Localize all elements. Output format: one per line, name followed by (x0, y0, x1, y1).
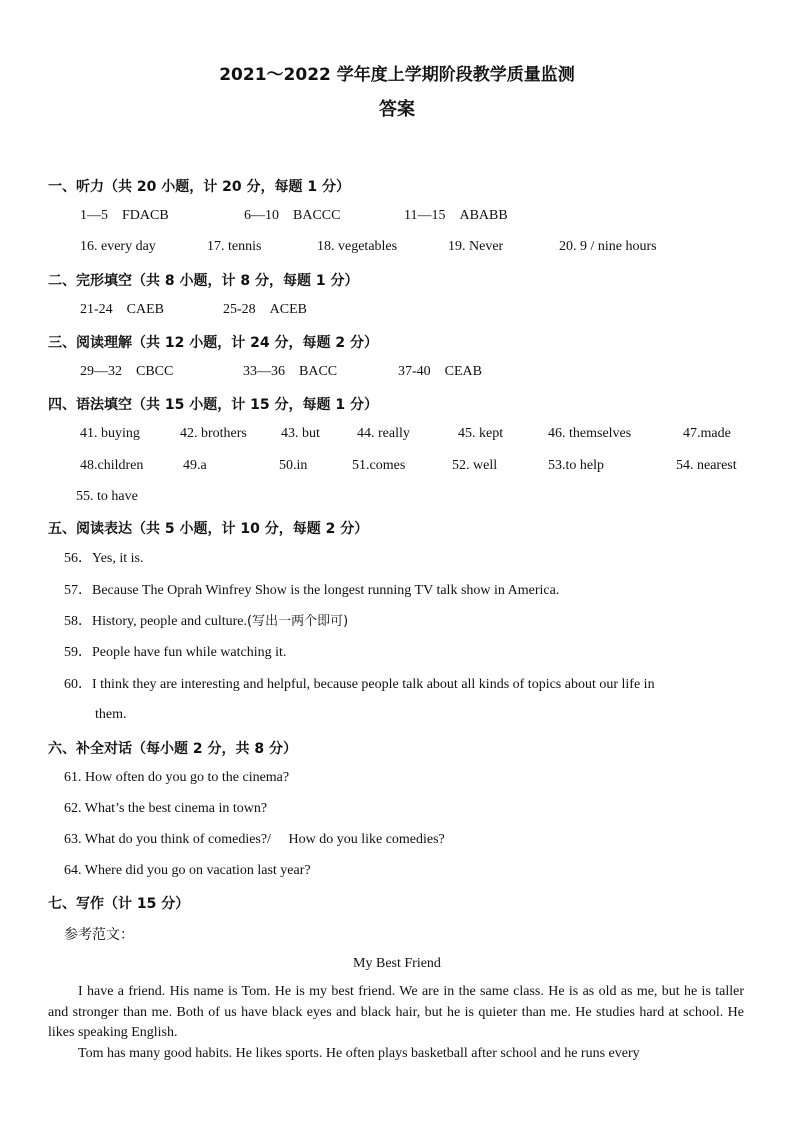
answer-item: 11—15 ABABB (404, 208, 508, 223)
answer-item: 52. well (452, 458, 498, 473)
answer-item: 46. themselves (548, 426, 632, 441)
answer-line: 64. Where did you go on vacation last year? (64, 863, 311, 878)
answer-item: 53.to help (548, 458, 604, 473)
answer-item: 55. to have (76, 489, 138, 504)
answer-item: 33—36 BACC (243, 364, 338, 379)
answer-text: 58．History, people and culture. (64, 614, 247, 629)
answer-line: 59．People have fun while watching it. (64, 645, 287, 660)
answer-item: 18. vegetables (317, 239, 398, 254)
answer-item: 19. Never (448, 239, 504, 254)
answer-item: 51.comes (352, 458, 406, 473)
page-subtitle: 答案 (379, 99, 415, 120)
answer-item: 47.made (683, 426, 731, 441)
answer-line: 60．I think they are interesting and helpful, because people talk about all kinds of topics about our life in (64, 677, 655, 692)
answer-item: 42. brothers (180, 426, 247, 441)
answer-item: 45. kept (458, 426, 504, 441)
answer-item: 29—32 CBCC (80, 364, 174, 379)
answer-item: 54. nearest (676, 458, 737, 473)
section-heading-reading: 三、阅读理解（共 12 小题，计 24 分，每题 2 分） (48, 335, 378, 351)
answer-note: (写出一两个即可) (247, 614, 349, 629)
answer-item: 50.in (279, 458, 308, 473)
answer-line: 62. What’s the best cinema in town? (64, 801, 268, 816)
answer-line: 63. What do you think of comedies?/ How do you like comedies? (64, 832, 445, 847)
answer-line: 57．Because The Oprah Winfrey Show is the longest running TV talk show in America. (64, 583, 560, 598)
answer-item: 49.a (183, 458, 207, 473)
essay-paragraph: I have a friend. His name is Tom. He is my best friend. We are in the same class. He is as old as me, but he is taller and stronger than me. Both of us have black eyes and black hair, but he is quieter than me. He studies hard at school. He likes speaking English. (48, 984, 744, 1040)
essay-paragraph: Tom has many good habits. He likes sports. He often plays basketball after school and he runs every (78, 1046, 640, 1061)
answer-item: 6—10 BACCC (244, 208, 341, 223)
answer-line: 61. How often do you go to the cinema? (64, 770, 290, 785)
answer-line (64, 613, 348, 631)
answer-item: 17. tennis (207, 239, 262, 254)
answer-item: 43. but (281, 426, 320, 441)
section-heading-dialogue: 六、补全对话（每小题 2 分，共 8 分） (48, 741, 297, 757)
answer-item: 44. really (357, 426, 410, 441)
essay-title: My Best Friend (353, 956, 441, 971)
answer-item: 1—5 FDACB (80, 208, 169, 223)
section-heading-grammar: 四、语法填空（共 15 小题，计 15 分，每题 1 分） (48, 397, 378, 413)
section-heading-cloze: 二、完形填空（共 8 小题，计 8 分，每题 1 分） (48, 273, 359, 289)
section-heading-writing: 七、写作（计 15 分） (48, 896, 190, 912)
section-heading-expression: 五、阅读表达（共 5 小题，计 10 分，每题 2 分） (48, 521, 369, 537)
answer-line: 56．Yes, it is. (64, 551, 144, 566)
answer-item: 20. 9 / nine hours (559, 239, 657, 254)
page-title: 2021～2022 学年度上学期阶段教学质量监测 (219, 65, 575, 85)
answer-item: 37-40 CEAB (398, 364, 482, 379)
answer-item: 21-24 CAEB (80, 302, 164, 317)
answer-item: 16. every day (80, 239, 156, 254)
answer-line: them. (95, 707, 127, 722)
answer-item: 25-28 ACEB (223, 302, 307, 317)
section-heading-listening: 一、听力（共 20 小题，计 20 分，每题 1 分） (48, 179, 350, 195)
sample-essay-label: 参考范文： (64, 927, 134, 943)
answer-item: 41. buying (80, 426, 140, 441)
answer-item: 48.children (80, 458, 144, 473)
